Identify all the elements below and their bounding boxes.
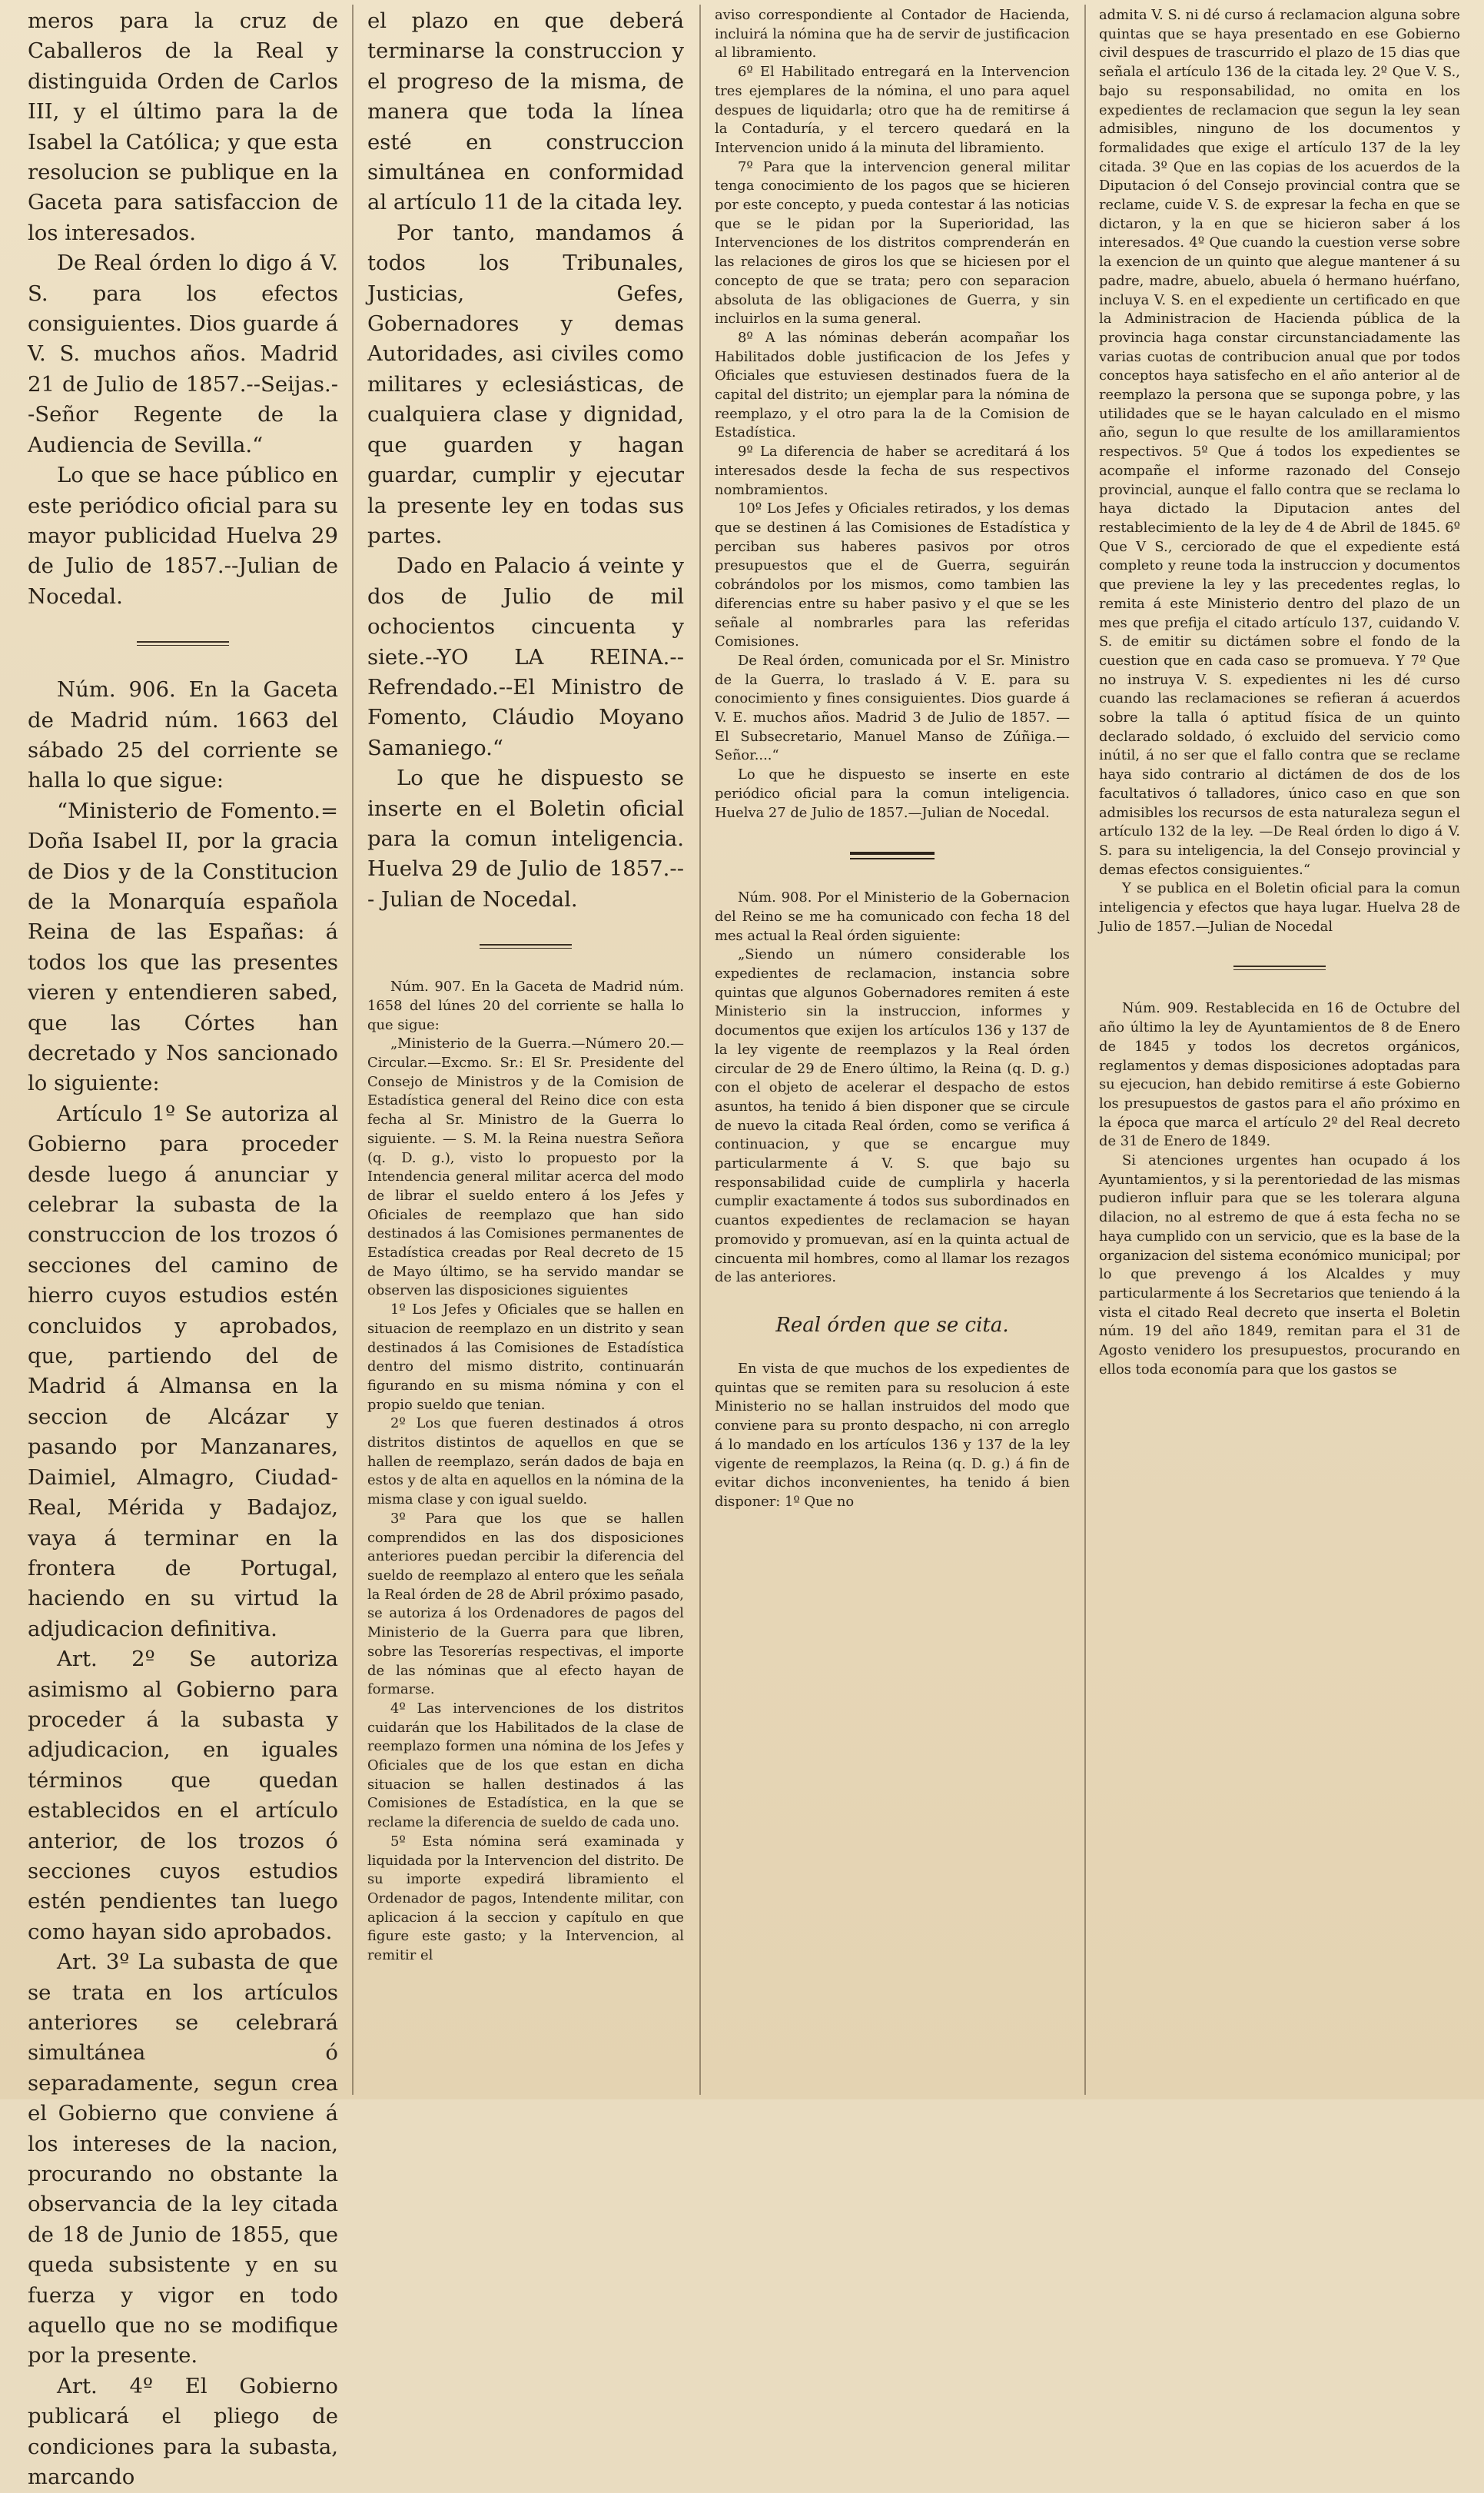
separator-rule xyxy=(850,852,935,859)
paragraph: Art. 3º La subasta de que se trata en los artículos anteriores se celebrará simultánea ó separadamente, segun crea el Gobierno que conviene á los intereses de la nacion, procurando no obstante la observancia de la ley citada de 18 de Junio de 1855, que queda subsistente y en su fuerza y vigor en todo aquello que no se modifique por la presente. xyxy=(28,1950,338,2368)
paragraph: „Siendo un número considerable los expedientes de reclamacion, instancia sobre quintas que algunos Gobernadores remiten á este Ministerio sin la instruccion, informes y documentos que exijen los artículos 136 y 137 de la ley vigente de reemplazos y la Real órden circular de 29 de Enero último, la Reina (q. D. g.) con el objeto de acelerar el despacho de estos asuntos, ha tenido á bien disponer que se circule de nuevo la citada Real órden, como se verifica á continuacion, y que se encargue muy particularmente á V. S. que bajo su responsabilidad cuide de cumplirla y hacerla cumplir exactamente á todos sus subordinados en cuantos expedientes de reclamacion se hayan promovido y promuevan, así en la quinta actual de cincuenta mil hombres, como al llamar los rezagos de las anteriores. xyxy=(715,946,1070,1286)
column-3 xyxy=(715,6,1070,2093)
paragraph: 4º Las intervenciones de los distritos cuidarán que los Habilitados de la clase de reemplazo formen una nómina de los Jefes y Oficiales que de los que estan en dicha situacion se hallen destinados á las Comisiones de Estadística, en la que se reclame la diferencia de sueldo de cada uno. xyxy=(367,1700,684,1831)
paragraph: Si atenciones urgentes han ocupado á los Ayuntamientos, y si la perentoriedad de las mismas pudieron influir para que se les tolerara alguna dilacion, no al estremo de que á esta fecha no se haya cumplido con un servicio, que es la base de la organizacion del sistema económico municipal; por lo que prevengo á los Alcaldes y muy particularmente á los Secretarios que teniendo á la vista el citado Real decreto que inserta el Boletin núm. 19 del año 1849, remitan para el 31 de Agosto venidero los presupuestos, procurando en ellos toda economía para que los gastos se xyxy=(1099,1152,1460,1378)
paragraph: Núm. 906. En la Gaceta de Madrid núm. 1663 del sábado 25 del corriente se halla lo que sigue: xyxy=(28,677,338,793)
paragraph: En vista de que muchos de los expedientes de quintas que se remiten para su resolucion á este Ministerio no se hallan instruidos del modo que conviene para su pronto despacho, ni con arreglo á lo mandado en los artículos 136 y 137 de la ley vigente de reemplazos, la Reina (q. D. g.) á fin de evitar dichos inconvenientes, ha tenido á bien disponer: 1º Que no xyxy=(715,1361,1070,1510)
small-text-block xyxy=(367,978,684,1966)
paragraph: Lo que he dispuesto se inserte en el Boletin oficial para la comun inteligencia. Huelva 29 de Julio de 1857.--- Julian de Nocedal. xyxy=(367,766,684,912)
paragraph: el plazo en que deberá terminarse la construccion y el progreso de la misma, de manera que toda la línea esté en construccion simultánea en conformidad al artículo 11 de la citada ley. xyxy=(367,8,684,215)
paragraph: Núm. 908. Por el Ministerio de la Gobernacion del Reino se me ha comunicado con fecha 18 del mes actual la Real órden siguiente: xyxy=(715,889,1070,944)
column-4 xyxy=(1099,6,1460,2093)
paragraph: Núm. 909. Restablecida en 16 de Octubre del año último la ley de Ayuntamientos de 8 de Enero de 1845 y todos los decretos orgánicos, reglamentos y demas disposiciones adoptadas para su ejecucion, han debido remitirse á este Gobierno los presupuestos de gastos para el año próximo en la época que marca el artículo 2º del Real decreto de 31 de Enero de 1849. xyxy=(1099,1000,1460,1150)
paragraph: Lo que he dispuesto se inserte en este periódico oficial para la comun inteligencia. Huelva 27 de Julio de 1857.—Julian de Nocedal. xyxy=(715,766,1070,821)
paragraph: 2º Los que fueren destinados á otros distritos distintos de aquellos en que se hallen de reemplazo, serán dados de baja en estos y de alta en aquellos en la nómina de la misma clase y con igual sueldo. xyxy=(367,1415,685,1508)
large-text-block xyxy=(367,6,684,915)
paragraph: 8º A las nóminas deberán acompañar los Habilitados doble justificacion de los Jefes y Oficiales que estuviesen destinados fuera de la capital del distrito; un ejemplar para la nómina de reemplazo, y el otro para la de la Comision de Estadística. xyxy=(715,329,1070,441)
paragraph: 6º El Habilitado entregará en la Intervencion tres ejemplares de la nómina, el uno para aquel despues de liquidarla; otro que ha de remitirse á la Contaduría, y el tercero quedará en la Intervencion unido á la minuta del libramiento. xyxy=(715,64,1070,156)
column-rule xyxy=(1084,5,1086,2095)
column-1 xyxy=(28,6,338,2490)
column-rule xyxy=(699,5,701,2095)
paragraph: Lo que se hace público en este periódico oficial para su mayor publicidad Huelva 29 de Julio de 1857.--Julian de Nocedal. xyxy=(28,463,338,609)
paragraph: De Real órden, comunicada por el Sr. Ministro de la Guerra, lo traslado á V. E. para su conocimiento y fines consiguientes. Dios guarde á V. E. muchos años. Madrid 3 de Julio de 1857. — El Subsecretario, Manuel Manso de Zúñiga.—Señor....“ xyxy=(715,652,1070,764)
paragraph: 3º Para que los que se hallen comprendidos en las dos disposiciones anteriores puedan percibir la diferencia del sueldo de reemplazo al entero que les señala la Real órden de 28 de Abril próximo pasado, se autoriza á los Ordenadores de pagos del Ministerio de la Guerra para que libren, sobre las Tesorerías respectivas, el importe de las nóminas que al efecto hayan de formarse. xyxy=(367,1510,684,1698)
paragraph: 9º La diferencia de haber se acreditará á los interesados desde la fecha de sus respectivos nombramientos. xyxy=(715,444,1070,498)
paragraph: 7º Para que la intervencion general militar tenga conocimiento de los pagos que se hicieren por este concepto, y pueda contestar á las noticias que se le pidan por la Superioridad, las Intervenciones de los distritos comprenderán en las relaciones de giros los que se hiciesen por el concepto de que se trata; pero con separacion absoluta de las obligaciones de Guerra, y sin incluirlos en la suma general. xyxy=(715,158,1070,327)
paragraph: „Ministerio de la Guerra.—Número 20.—Circular.—Excmo. Sr.: El Sr. Presidente del Consejo de Ministros y de la Comision de Estadística general del Reino dice con esta fecha al Sr. Ministro de la Guerra lo siguiente. — S. M. la Reina nuestra Señora (q. D. g.), visto lo propuesto por la Intendencia general militar acerca del modo de librar el sueldo entero á los Jefes y Oficiales de reemplazo que han sido destinados á las Comisiones permanentes de Estadística creadas por Real decreto de 15 de Mayo último, se ha servido mandar se observen las disposiciones siguientes xyxy=(367,1035,684,1299)
separator-rule xyxy=(480,944,572,949)
column-rule xyxy=(352,5,354,2095)
separator-rule xyxy=(1233,966,1326,970)
separator-rule xyxy=(137,641,229,646)
paragraph: admita V. S. ni dé curso á reclamacion alguna sobre quintas que se haya presentado en ese Gobierno civil despues de trascurrido el plazo de 15 dias que señala el artículo 136 de la citada ley. 2º Que V. S., bajo su responsabilidad, no omita en los expedientes de reclamacion que segun la ley sean admisibles, ninguno de los documentos y formalidades que exige el artículo 137 de la ley citada. 3º Que en las copias de los acuerdos de la Diputacion ó del Consejo provincial contra que se reclame, cuide V. S. de expresar la fecha en que se dictaron, y la en que se hicieron saber á los interesados. 4º Que cuando la cuestion verse sobre la exencion de un quinto que alegue mantener á su padre, madre, abuelo, abuela ó hermano huérfano, incluya V. S. en el expediente un certificado en que la Administracion de Hacienda pública de la provincia haga constar circunstanciadamente las varias cuotas de contribucion anual que por todos conceptos haya satisfecho en el año anterior al de reemplazo la persona que se suponga pobre, y las utilidades que se le hayan calculado en el mismo año, segun lo que resulte de los amillaramientos respectivos. 5º Que á todos los expedientes se acompañe el informe razonado del Consejo provincial, aunque el fallo contra que se reclama lo haya dictado la Diputacion antes del restablecimiento de la ley de 4 de Abril de 1845. 6º Que V S., cerciorado de que el expediente está completo y reune toda la instruccion y documentos que previene la ley y las precedentes reglas, lo remita á este Ministerio dentro del plazo de un mes que prefija el citado artículo 137, cuidando V. S. de emitir su dictámen sobre el fondo de la cuestion que en cada caso se promueva. Y 7º Que no instruya V. S. expedientes ni les dé curso cuando las reclamaciones se refieran á acuerdos sobre la talla ó aptitud física de un quinto declarado soldado, ó excluido del servicio como inútil, á no ser que el fallo contra que se reclame haya sido contrario al dictámen de dos de los facultativos ó talladores, único caso en que son admisibles los recursos de esta naturaleza segun el artículo 132 de la ley. —De Real órden lo digo á V. S. para su inteligencia, la del Consejo provincial y demas efectos consiguientes.“ xyxy=(1099,7,1460,878)
paragraph: 5º Esta nómina será examinada y liquidada por la Intervencion del distrito. De su importe expedirá libramiento el Ordenador de pagos, Intendente militar, con aplicacion á la seccion y capítulo en que figure este gasto; y la Intervencion, al remitir el xyxy=(367,1833,684,1964)
column-2 xyxy=(367,6,684,2093)
paragraph: 1º Los Jefes y Oficiales que se hallen en situacion de reemplazo en un distrito y sean destinados á las Comisiones de Estadística dentro del mismo distrito, continuarán figurando en su misma nómina y con el propio sueldo que tenian. xyxy=(367,1301,684,1413)
paragraph: De Real órden lo digo á V. S. para los efectos consiguientes. Dios guarde á V. S. muchos años. Madrid 21 de Julio de 1857.--Seijas.--Señor Regente de la Audiencia de Sevilla.“ xyxy=(28,251,338,457)
paragraph: aviso correspondiente al Contador de Hacienda, incluirá la nómina que ha de servir de justificacion al libramiento. xyxy=(715,7,1070,61)
paragraph: Y se publica en el Boletin oficial para la comun inteligencia y efectos que haya lugar. Huelva 28 de Julio de 1857.—Julian de Nocedal xyxy=(1099,880,1460,935)
paragraph: Art. 4º El Gobierno publicará el pliego de condiciones para la subasta, marcando xyxy=(28,2373,338,2490)
paragraph: “Ministerio de Fomento.= Doña Isabel II, por la gracia de Dios y de la Constitucion de la Monarquía española Reina de las Españas: á todos los que las presentes vieren y entendieren sabed, que las Córtes han decretado y Nos sancionado lo siguiente: xyxy=(28,798,338,1096)
paragraph: meros para la cruz de Caballeros de la Real y distinguida Orden de Carlos III, y el último para la de Isabel la Católica; y que esta resolucion se publique en la Gaceta para satisfaccion de los interesados. xyxy=(28,8,338,245)
paragraph: 10º Los Jefes y Oficiales retirados, y los demas que se destinen á las Comisiones de Estadística y perciban sus haberes pasivos por otros presupuestos que el de Guerra, seguirán cobrándolos por los mismos, como tambien las diferencias entre su haber pasivo y el que se les señale al nombrarles para las referidas Comisiones. xyxy=(715,500,1070,650)
paragraph: Art. 2º Se autoriza asimismo al Gobierno para proceder á la subasta y adjudicacion, en iguales términos que quedan establecidos en el artículo anterior, de los trozos ó secciones cuyos estudios estén pendientes tan luego como hayan sido aprobados. xyxy=(28,1647,338,1944)
paragraph: Dado en Palacio á veinte y dos de Julio de mil ochocientos cincuenta y siete.--YO LA REINA.--Refrendado.--El Ministro de Fomento, Cláudio Moyano Samaniego.“ xyxy=(367,553,684,760)
paragraph: Núm. 907. En la Gaceta de Madrid núm. 1658 del lúnes 20 del corriente se halla lo que sigue: xyxy=(367,979,684,1033)
paragraph: Artículo 1º Se autoriza al Gobierno para proceder desde luego á anunciar y celebrar la subasta de la construccion de los trozos ó secciones del camino de hierro cuyos estudios estén concluidos y aprobados, que, partiendo del de Madrid á Almansa en la seccion de Alcázar y pasando por Manzanares, Daimiel, Almagro, Ciudad-Real, Mérida y Badajoz, vaya á terminar en la frontera de Portugal, haciendo en su virtud la adjudicacion definitiva. xyxy=(28,1101,338,1641)
section-heading: Real órden que se cita. xyxy=(775,1314,1009,1337)
paragraph: Por tanto, mandamos á todos los Tribunales, Justicias, Gefes, Gobernadores y demas Autoridades, asi civiles como militares y eclesiásticas, de cualquiera clase y dignidad, que guarden y hagan guardar, cumplir y ejecutar la presente ley en todas sus partes. xyxy=(367,220,684,548)
